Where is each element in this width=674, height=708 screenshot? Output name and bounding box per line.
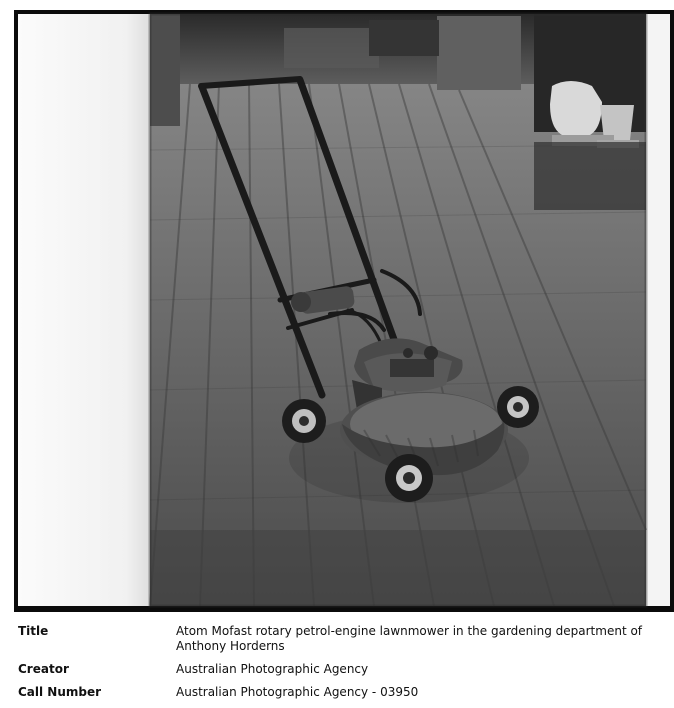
right-light-strip <box>646 14 670 606</box>
lawnmower-photo <box>14 10 674 612</box>
left-light-panel <box>18 14 150 606</box>
call-number-label: Call Number <box>18 685 102 699</box>
call-number-value: Australian Photographic Agency - 03950 <box>176 685 419 699</box>
archival-photograph <box>14 10 674 612</box>
call-number-row <box>18 685 658 700</box>
creator-label: Creator <box>18 662 69 676</box>
title-value: Atom Mofast rotary petrol-engine lawnmower in the gardening department of Anthony Horderns <box>176 624 643 653</box>
creator-row <box>18 662 658 677</box>
metadata-table <box>18 624 658 708</box>
creator-value: Australian Photographic Agency <box>176 662 369 676</box>
title-row <box>18 624 658 654</box>
title-label: Title <box>18 624 49 638</box>
